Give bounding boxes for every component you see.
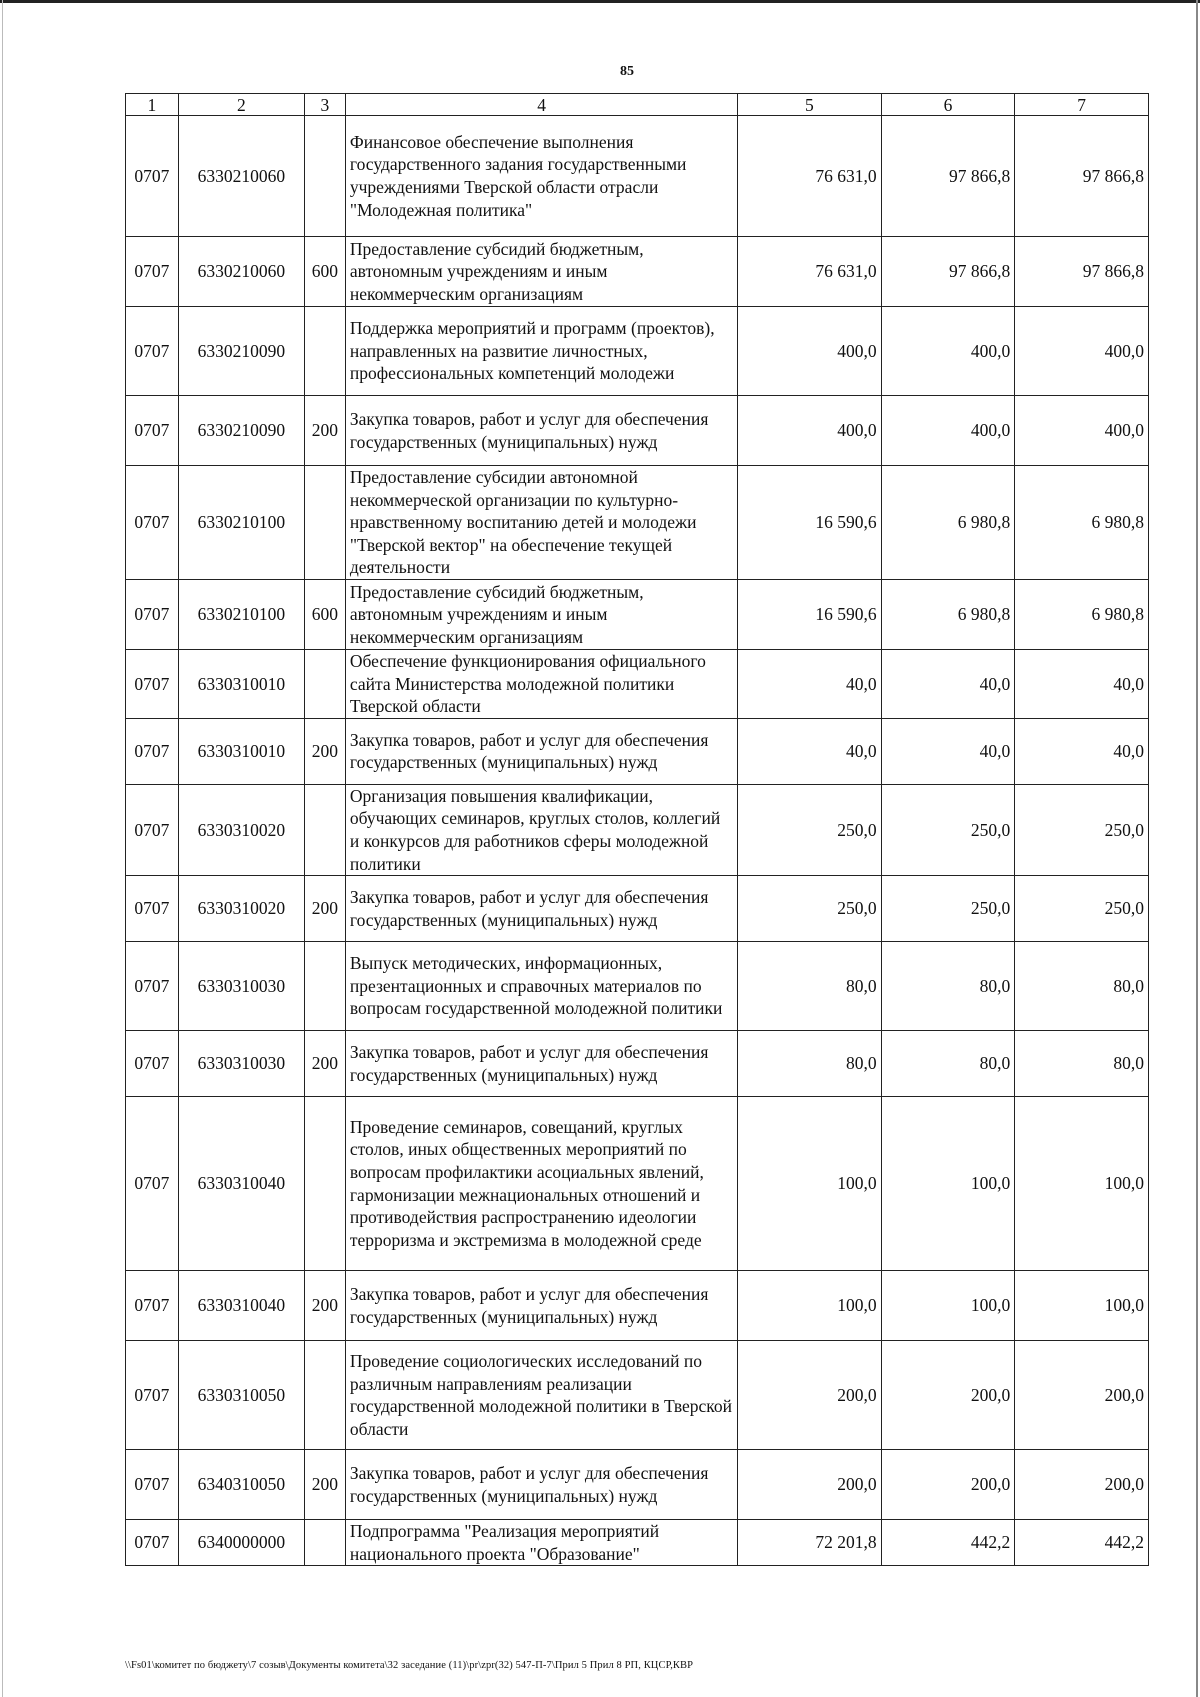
target-article-cell: 6330210090 <box>178 396 304 466</box>
amount-col7-cell: 250,0 <box>1015 876 1149 942</box>
section-cell: 0707 <box>126 1450 179 1520</box>
amount-col5-cell: 16 590,6 <box>738 466 881 580</box>
section-cell: 0707 <box>126 1271 179 1341</box>
amount-col5-cell: 76 631,0 <box>738 116 881 237</box>
item-name-cell: Закупка товаров, работ и услуг для обеспечения государственных (муниципальных) нужд <box>345 1031 737 1097</box>
amount-col7-cell: 400,0 <box>1015 396 1149 466</box>
table-row <box>126 307 1149 396</box>
amount-col5-cell: 250,0 <box>738 784 881 875</box>
target-article-cell: 6340000000 <box>178 1520 304 1566</box>
item-name-cell: Предоставление субсидии автономной некоммерческой организации по культурно-нравственному воспитанию детей и молодежи "Тверской вектор" на обеспечение текущей деятельности <box>345 466 737 580</box>
amount-col5-cell: 250,0 <box>738 876 881 942</box>
section-cell: 0707 <box>126 396 179 466</box>
amount-col7-cell: 400,0 <box>1015 307 1149 396</box>
amount-col5-cell: 80,0 <box>738 1031 881 1097</box>
section-cell: 0707 <box>126 1520 179 1566</box>
table-row <box>126 580 1149 650</box>
section-cell: 0707 <box>126 1031 179 1097</box>
amount-col5-cell: 72 201,8 <box>738 1520 881 1566</box>
header-cell: 2 <box>178 94 304 116</box>
amount-col7-cell: 100,0 <box>1015 1097 1149 1271</box>
amount-col6-cell: 97 866,8 <box>881 116 1015 237</box>
amount-col7-cell: 442,2 <box>1015 1520 1149 1566</box>
amount-col5-cell: 80,0 <box>738 942 881 1031</box>
amount-col7-cell: 250,0 <box>1015 784 1149 875</box>
table-row <box>126 1520 1149 1566</box>
section-cell: 0707 <box>126 876 179 942</box>
table-row <box>126 1341 1149 1450</box>
section-cell: 0707 <box>126 116 179 237</box>
amount-col7-cell: 200,0 <box>1015 1450 1149 1520</box>
target-article-cell: 6330310010 <box>178 650 304 719</box>
scan-edge-left <box>2 0 3 1697</box>
scan-edge-top <box>0 0 1200 3</box>
target-article-cell: 6330310020 <box>178 876 304 942</box>
expense-type-cell: 200 <box>304 876 345 942</box>
expense-type-cell: 200 <box>304 1271 345 1341</box>
expense-type-cell: 200 <box>304 718 345 784</box>
expense-type-cell: 200 <box>304 396 345 466</box>
item-name-cell: Закупка товаров, работ и услуг для обеспечения государственных (муниципальных) нужд <box>345 1271 737 1341</box>
item-name-cell: Закупка товаров, работ и услуг для обеспечения государственных (муниципальных) нужд <box>345 1450 737 1520</box>
expense-type-cell <box>304 1341 345 1450</box>
amount-col7-cell: 97 866,8 <box>1015 116 1149 237</box>
amount-col7-cell: 6 980,8 <box>1015 580 1149 650</box>
header-cell: 3 <box>304 94 345 116</box>
table-row <box>126 784 1149 875</box>
target-article-cell: 6330310040 <box>178 1097 304 1271</box>
expense-type-cell <box>304 307 345 396</box>
table-row <box>126 718 1149 784</box>
section-cell: 0707 <box>126 942 179 1031</box>
item-name-cell: Предоставление субсидий бюджетным, автономным учреждениям и иным некоммерческим организациям <box>345 580 737 650</box>
table-row <box>126 116 1149 237</box>
amount-col5-cell: 16 590,6 <box>738 580 881 650</box>
table-row <box>126 1271 1149 1341</box>
target-article-cell: 6330310040 <box>178 1271 304 1341</box>
section-cell: 0707 <box>126 718 179 784</box>
item-name-cell: Организация повышения квалификации, обучающих семинаров, круглых столов, коллегий и конкурсов для работников сферы молодежной политики <box>345 784 737 875</box>
table-row <box>126 396 1149 466</box>
amount-col6-cell: 40,0 <box>881 718 1015 784</box>
amount-col7-cell: 80,0 <box>1015 1031 1149 1097</box>
amount-col5-cell: 200,0 <box>738 1341 881 1450</box>
target-article-cell: 6340310050 <box>178 1450 304 1520</box>
expense-type-cell <box>304 1520 345 1566</box>
amount-col6-cell: 442,2 <box>881 1520 1015 1566</box>
amount-col5-cell: 100,0 <box>738 1097 881 1271</box>
target-article-cell: 6330210060 <box>178 237 304 307</box>
expense-type-cell <box>304 942 345 1031</box>
expense-type-cell: 600 <box>304 580 345 650</box>
page-number: 85 <box>620 64 634 79</box>
item-name-cell: Закупка товаров, работ и услуг для обеспечения государственных (муниципальных) нужд <box>345 718 737 784</box>
amount-col7-cell: 6 980,8 <box>1015 466 1149 580</box>
header-cell: 6 <box>881 94 1015 116</box>
table-row <box>126 1450 1149 1520</box>
target-article-cell: 6330310030 <box>178 942 304 1031</box>
amount-col5-cell: 40,0 <box>738 650 881 719</box>
amount-col5-cell: 400,0 <box>738 396 881 466</box>
target-article-cell: 6330210090 <box>178 307 304 396</box>
scan-edge-right <box>1196 0 1198 1697</box>
amount-col7-cell: 100,0 <box>1015 1271 1149 1341</box>
item-name-cell: Финансовое обеспечение выполнения государственного задания государственными учреждениями Тверской области отрасли "Молодежная политика" <box>345 116 737 237</box>
target-article-cell: 6330310010 <box>178 718 304 784</box>
header-cell: 5 <box>738 94 881 116</box>
amount-col5-cell: 40,0 <box>738 718 881 784</box>
amount-col5-cell: 400,0 <box>738 307 881 396</box>
section-cell: 0707 <box>126 580 179 650</box>
budget-table <box>125 93 1149 1566</box>
item-name-cell: Проведение социологических исследований по различным направлениям реализации государственной молодежной политики в Тверской области <box>345 1341 737 1450</box>
expense-type-cell: 600 <box>304 237 345 307</box>
amount-col6-cell: 400,0 <box>881 307 1015 396</box>
amount-col7-cell: 97 866,8 <box>1015 237 1149 307</box>
table-row <box>126 1031 1149 1097</box>
amount-col7-cell: 80,0 <box>1015 942 1149 1031</box>
item-name-cell: Поддержка мероприятий и программ (проектов), направленных на развитие личностных, профессиональных компетенций молодежи <box>345 307 737 396</box>
item-name-cell: Закупка товаров, работ и услуг для обеспечения государственных (муниципальных) нужд <box>345 876 737 942</box>
header-cell: 7 <box>1015 94 1149 116</box>
expense-type-cell <box>304 650 345 719</box>
expense-type-cell: 200 <box>304 1450 345 1520</box>
header-cell: 1 <box>126 94 179 116</box>
item-name-cell: Закупка товаров, работ и услуг для обеспечения государственных (муниципальных) нужд <box>345 396 737 466</box>
expense-type-cell <box>304 784 345 875</box>
header-cell: 4 <box>345 94 737 116</box>
table-row <box>126 1097 1149 1271</box>
section-cell: 0707 <box>126 1341 179 1450</box>
amount-col6-cell: 200,0 <box>881 1450 1015 1520</box>
target-article-cell: 6330310030 <box>178 1031 304 1097</box>
amount-col6-cell: 80,0 <box>881 1031 1015 1097</box>
footer-file-path: \\Fs01\комитет по бюджету\7 созыв\Документы комитета\32 заседание (11)\pr\zpr(32) 547-П-7\Прил 5 Прил 8 РП, КЦСР,КВР <box>125 1660 694 1671</box>
expense-type-cell <box>304 466 345 580</box>
amount-col6-cell: 100,0 <box>881 1097 1015 1271</box>
target-article-cell: 6330310020 <box>178 784 304 875</box>
item-name-cell: Предоставление субсидий бюджетным, автономным учреждениям и иным некоммерческим организациям <box>345 237 737 307</box>
target-article-cell: 6330310050 <box>178 1341 304 1450</box>
section-cell: 0707 <box>126 784 179 875</box>
amount-col6-cell: 80,0 <box>881 942 1015 1031</box>
amount-col6-cell: 400,0 <box>881 396 1015 466</box>
table-row <box>126 466 1149 580</box>
amount-col6-cell: 97 866,8 <box>881 237 1015 307</box>
amount-col7-cell: 200,0 <box>1015 1341 1149 1450</box>
amount-col6-cell: 100,0 <box>881 1271 1015 1341</box>
table-row <box>126 650 1149 719</box>
item-name-cell: Обеспечение функционирования официального сайта Министерства молодежной политики Тверской области <box>345 650 737 719</box>
amount-col6-cell: 250,0 <box>881 876 1015 942</box>
expense-type-cell <box>304 1097 345 1271</box>
amount-col6-cell: 40,0 <box>881 650 1015 719</box>
amount-col6-cell: 250,0 <box>881 784 1015 875</box>
expense-type-cell <box>304 116 345 237</box>
amount-col5-cell: 76 631,0 <box>738 237 881 307</box>
table-header-row <box>126 94 1149 116</box>
section-cell: 0707 <box>126 466 179 580</box>
amount-col5-cell: 200,0 <box>738 1450 881 1520</box>
amount-col7-cell: 40,0 <box>1015 650 1149 719</box>
section-cell: 0707 <box>126 307 179 396</box>
amount-col7-cell: 40,0 <box>1015 718 1149 784</box>
target-article-cell: 6330210100 <box>178 466 304 580</box>
item-name-cell: Подпрограмма "Реализация мероприятий национального проекта "Образование" <box>345 1520 737 1566</box>
expense-type-cell: 200 <box>304 1031 345 1097</box>
table-row <box>126 237 1149 307</box>
item-name-cell: Проведение семинаров, совещаний, круглых столов, иных общественных мероприятий по вопросам профилактики асоциальных явлений, гармонизации межнациональных отношений и противодействия распространению идеологии терроризма и экстремизма в молодежной среде <box>345 1097 737 1271</box>
section-cell: 0707 <box>126 1097 179 1271</box>
section-cell: 0707 <box>126 237 179 307</box>
table-row <box>126 942 1149 1031</box>
amount-col6-cell: 200,0 <box>881 1341 1015 1450</box>
target-article-cell: 6330210100 <box>178 580 304 650</box>
section-cell: 0707 <box>126 650 179 719</box>
amount-col6-cell: 6 980,8 <box>881 580 1015 650</box>
table-row <box>126 876 1149 942</box>
target-article-cell: 6330210060 <box>178 116 304 237</box>
amount-col6-cell: 6 980,8 <box>881 466 1015 580</box>
amount-col5-cell: 100,0 <box>738 1271 881 1341</box>
item-name-cell: Выпуск методических, информационных, презентационных и справочных материалов по вопросам государственной молодежной политики <box>345 942 737 1031</box>
